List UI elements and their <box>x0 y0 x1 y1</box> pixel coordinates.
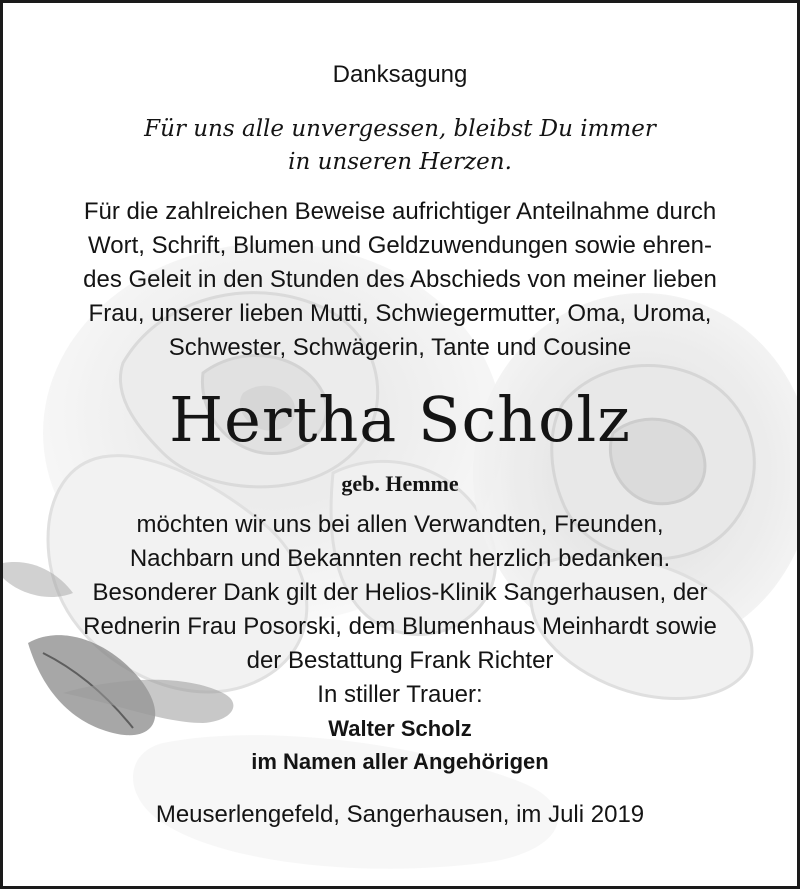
thanks-line-3: Besonderer Dank gilt der Helios-Klinik Sangerhausen, der <box>92 579 708 606</box>
intro-line-3: des Geleit in den Stunden des Abschieds von meiner lieben <box>83 266 717 293</box>
thanks-line-5: der Bestattung Frank Richter <box>246 647 554 674</box>
signatory: Walter Scholz <box>328 716 472 741</box>
deceased-name: Hertha Scholz <box>169 383 631 456</box>
intro-line-2: Wort, Schrift, Blumen und Geldzuwendungen sowie ehren- <box>88 232 712 259</box>
title: Danksagung <box>332 61 468 88</box>
place-date: Meuserlengefeld, Sangerhausen, im Juli 2019 <box>155 801 645 828</box>
intro-line-1: Für die zahlreichen Beweise aufrichtiger Anteilnahme durch <box>83 198 717 225</box>
family-signature: im Namen aller Angehörigen <box>251 749 549 774</box>
thanks-line-4: Rednerin Frau Posorski, dem Blumenhaus Meinhardt sowie <box>83 613 717 640</box>
birth-name: geb. Hemme <box>341 471 459 496</box>
closing: In stiller Trauer: <box>317 681 483 708</box>
intro-line-4: Frau, unserer lieben Mutti, Schwiegermutter, Oma, Uroma, <box>88 300 712 327</box>
intro-line-5: Schwester, Schwägerin, Tante und Cousine <box>168 334 632 361</box>
thanks-line-1: möchten wir uns bei allen Verwandten, Freunden, <box>136 511 664 538</box>
motto-line-1: Für uns alle unvergessen, bleibst Du immer <box>144 116 656 142</box>
thanks-line-2: Nachbarn und Bekannten recht herzlich bedanken. <box>129 545 671 572</box>
motto-line-2: in unseren Herzen. <box>288 149 512 175</box>
